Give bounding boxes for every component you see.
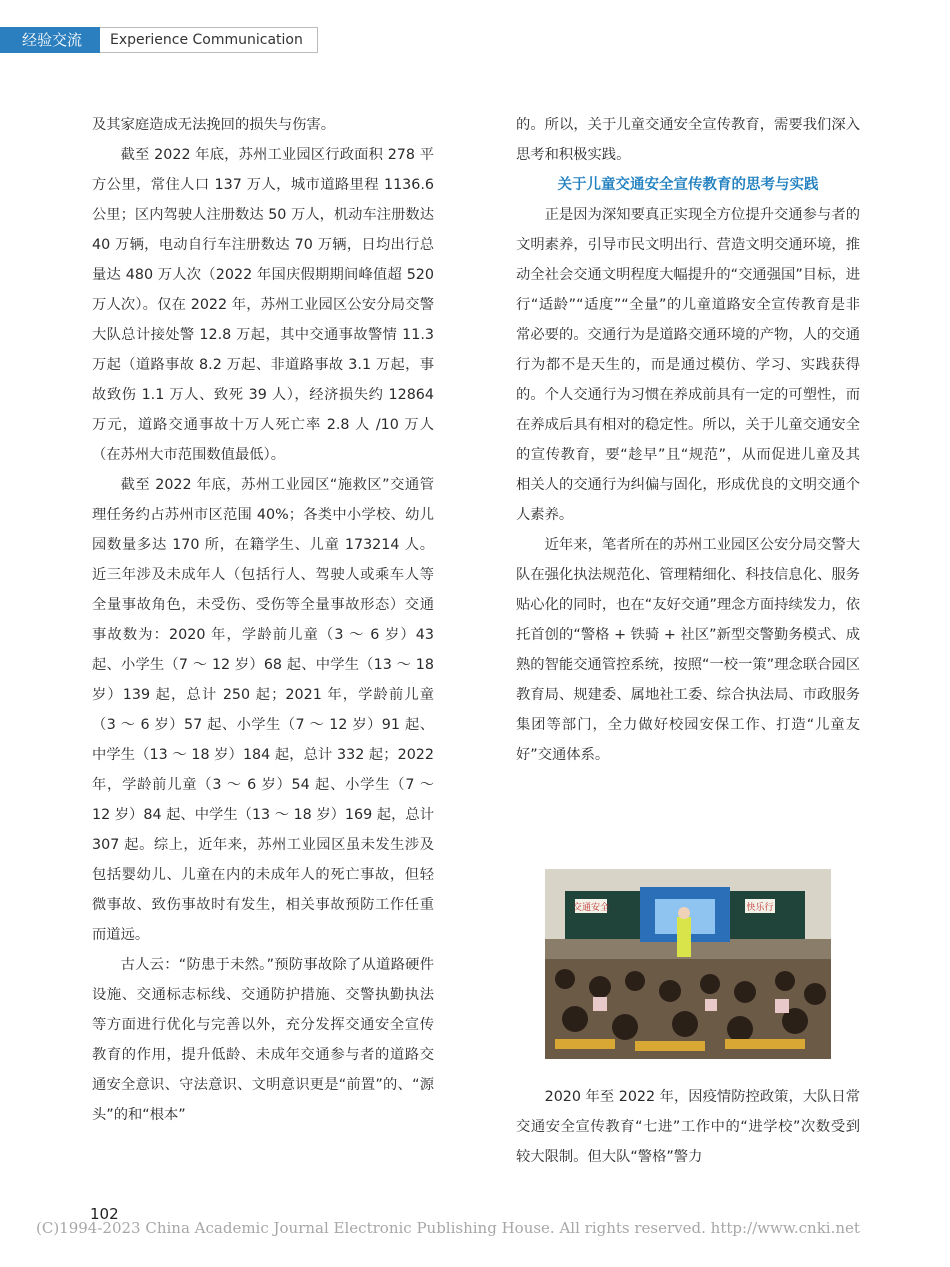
paragraph: 正是因为深知要真正实现全方位提升交通参与者的文明素养，引导市民文明出行、营造文明交通环境，推动全社会交通文明程度大幅提升的“交通强国”目标，进行“适龄”“适度”“全量”的儿童道路安全宣传教育是非常必要的。交通行为是道路交通环境的产物，人的交通行为都不是天生的，而是通过模仿、学习、实践获得的。个人交通行为习惯在养成前具有一定的可塑性，而在养成后具有相对的稳定性。所以，关于儿童交通安全的宣传教育，要“趁早”且“规范”，从而促进儿童及其相关人的交通行为纠偏与固化，形成优良的文明交通个人素养。 <box>516 207 860 523</box>
right-column-bottom <box>516 1082 860 1172</box>
paragraph: 近年来，笔者所在的苏州工业园区公安分局交警大队在强化执法规范化、管理精细化、科技信息化、服务贴心化的同时，也在“友好交通”理念方面持续发力，依托首创的“警格 + 铁骑 + 社区”新型交警勤务模式、成熟的智能交通管控系统，按照“一校一策”理念联合园区教育局、规建委、属地社工委、综合执法局、市政服务集团等部门，全力做好校园安保工作、打造“儿童友好”交通体系。 <box>516 537 860 763</box>
copyright-footer: (C)1994-2023 China Academic Journal Electronic Publishing House. All rights reserved. http://www.cnki.net <box>36 1219 860 1237</box>
paragraph: 古人云：“防患于未然。”预防事故除了从道路硬件设施、交通标志标线、交通防护措施、交警执勤执法等方面进行优化与完善以外，充分发挥交通安全宣传教育的作用，提升低龄、未成年交通参与者的道路交通安全意识、守法意识、文明意识更是“前置”的、“源头”的和“根本” <box>92 957 434 1123</box>
classroom-photo <box>545 869 831 1059</box>
paragraph: 截至 2022 年底，苏州工业园区“施救区”交通管理任务约占苏州市区范围 40%；各类中小学校、幼儿园数量多达 170 所，在籍学生、儿童 173214 人。近三年涉及未成年人（包括行人、驾驶人或乘车人等全量事故角色，未受伤、受伤等全量事故形态）交通事故数为：2020 年，学龄前儿童（3 ～ 6 岁）43 起、小学生（7 ～ 12 岁）68 起、中学生（13 ～ 18 岁）139 起，总计 250 起；2021 年，学龄前儿童（3 ～ 6 岁）57 起、小学生（7 ～ 12 岁）91 起、中学生（13 ～ 18 岁）184 起，总计 332 起；2022 年，学龄前儿童（3 ～ 6 岁）54 起、小学生（7 ～ 12 岁）84 起、中学生（13 ～ 18 岁）169 起，总计 307 起。综上，近年来，苏州工业园区虽未发生涉及包括婴幼儿、儿童在内的未成年人的死亡事故，但轻微事故、致伤事故时有发生，相关事故预防工作任重而道远。 <box>92 477 434 943</box>
section-heading: 关于儿童交通安全宣传教育的思考与实践 <box>557 177 819 193</box>
page-number: 102 <box>90 1205 119 1223</box>
board-right-label: 快乐行 <box>746 903 774 913</box>
left-column <box>92 110 434 1130</box>
section-tag: 经验交流 <box>0 27 100 53</box>
paragraph: 截至 2022 年底，苏州工业园区行政面积 278 平方公里，常住人口 137 万人，城市道路里程 1136.6 公里；区内驾驶人注册数达 50 万人，机动车注册数达 40 万辆，电动自行车注册数达 70 万辆，日均出行总量达 480 万人次（2022 年国庆假期期间峰值超 520 万人次）。仅在 2022 年，苏州工业园区公安分局交警大队总计接处警 12.8 万起，其中交通事故警情 11.3 万起（道路事故 8.2 万起、非道路事故 3.1 万起，事故致伤 1.1 万人、致死 39 人），经济损失约 12864 万元，道路交通事故十万人死亡率 2.8 人 /10 万人（在苏州大市范围数值最低）。 <box>92 147 434 463</box>
paragraph: 及其家庭造成无法挽回的损失与伤害。 <box>92 117 336 133</box>
paragraph: 的。所以，关于儿童交通安全宣传教育，需要我们深入思考和积极实践。 <box>516 117 860 163</box>
board-left-label: 交通安全 <box>572 903 610 913</box>
section-tag-english: Experience Communication <box>100 27 318 53</box>
section-header <box>0 27 318 53</box>
classroom-illustration <box>545 869 831 1059</box>
right-column <box>516 110 860 770</box>
paragraph: 2020 年至 2022 年，因疫情防控政策，大队日常交通安全宣传教育“七进”工作中的“进学校”次数受到较大限制。但大队“警格”警力 <box>516 1089 860 1165</box>
